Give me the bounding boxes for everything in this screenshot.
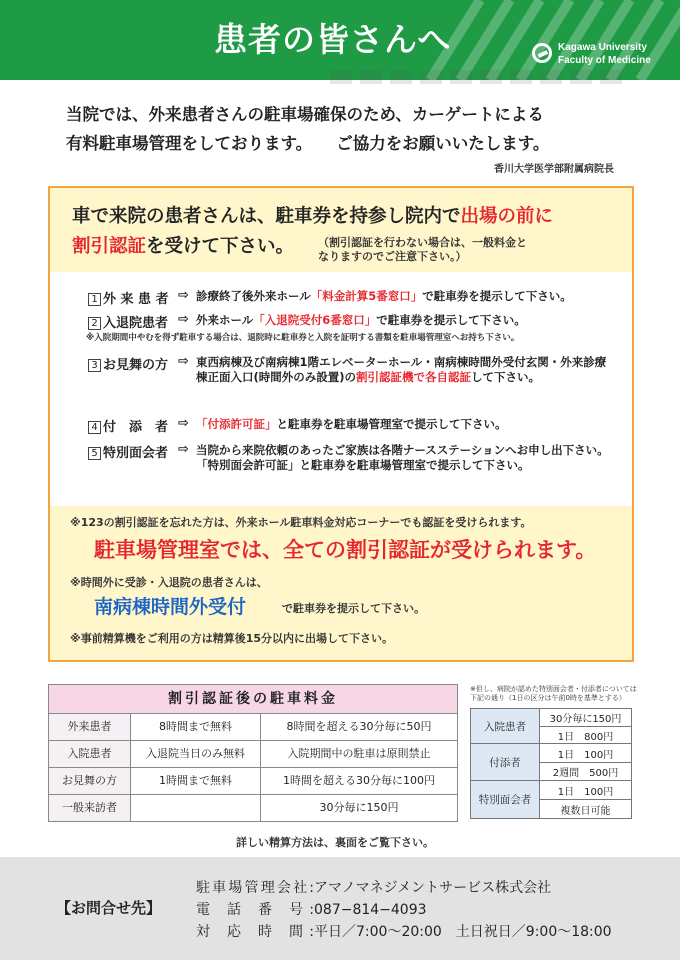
fee-category: お見舞の方 bbox=[49, 768, 131, 794]
item-description bbox=[196, 355, 616, 385]
item-description bbox=[196, 443, 616, 473]
lead-line-1 bbox=[72, 202, 553, 228]
table-row bbox=[48, 795, 458, 822]
university-logo bbox=[532, 40, 672, 74]
side-table-cell: 2週間 500円 bbox=[539, 762, 632, 781]
fee-free-period bbox=[131, 795, 261, 821]
item-number: 1 bbox=[88, 293, 101, 306]
item-label bbox=[88, 354, 168, 373]
lead-text-2: を受けて下さい。 bbox=[146, 236, 295, 257]
table-row bbox=[48, 714, 458, 741]
inpatient-note: ※入院期間中やむを得ず駐車する場合は、退院時に駐車券と入院を証明する書類を駐車場管理室へお持ち下さい。 bbox=[86, 333, 520, 343]
fee-free-period: 1時間まで無料 bbox=[131, 768, 261, 794]
item-desc-a: 当院から来院依頼のあったご家族は各階ナースステーションへお申し出下さい。 bbox=[196, 443, 609, 457]
side-table-cell: 30分毎に150円 bbox=[539, 708, 632, 727]
side-table-cell: 1日 100円 bbox=[539, 743, 632, 763]
fee-charge: 30分毎に150円 bbox=[319, 801, 399, 814]
arrow-right-icon: ⇨ bbox=[178, 312, 189, 327]
side-table-head: 付添者 bbox=[470, 743, 540, 781]
item-number: 4 bbox=[88, 421, 101, 434]
fee-category: 外来患者 bbox=[49, 714, 131, 740]
forgot-note: ※123の割引認証を忘れた方は、外来ホール駐車料金対応コーナーでも認証を受けられます。 bbox=[70, 516, 532, 529]
item-description bbox=[196, 417, 616, 432]
item-desc-a: 外来ホール bbox=[196, 313, 254, 327]
prepay-note: ※事前精算機をご利用の方は精算後15分以内に出場して下さい。 bbox=[70, 632, 393, 645]
lead-text-1: 車で来院の患者さんは、駐車券を持参し院内で bbox=[72, 206, 461, 227]
item-label-text: 付 添 者 bbox=[103, 420, 169, 435]
table-row bbox=[48, 741, 458, 768]
item-desc-b: で駐車券を提示して下さい。 bbox=[376, 313, 526, 327]
item-desc-a: 診療終了後外来ホール bbox=[196, 289, 311, 303]
side-table-head: 入院患者 bbox=[470, 708, 540, 744]
item-label-text: お見舞の方 bbox=[103, 358, 169, 373]
side-table-note: ※但し、病院が認めた特別面会者・付添者については下記の通り（1日の区分は午前0時を基準とする） bbox=[470, 685, 637, 702]
item-number: 2 bbox=[88, 317, 101, 330]
item-label bbox=[88, 312, 168, 331]
page-title: 患者の皆さんへ bbox=[214, 20, 452, 59]
contact-row-phone bbox=[196, 899, 427, 919]
item-label-text: 外 来 患 者 bbox=[103, 292, 169, 307]
side-table-head: 特別面会者 bbox=[470, 780, 540, 819]
item-label bbox=[88, 288, 169, 307]
after-hours-text: で駐車券を提示して下さい。 bbox=[282, 602, 425, 615]
item-desc-red: 「料金計算5番窓口」 bbox=[310, 289, 423, 303]
arrow-right-icon: ⇨ bbox=[178, 354, 189, 369]
parking-office-notice: 駐車場管理室では、全ての割引認証が受けられます。 bbox=[94, 538, 597, 562]
item-desc-b: して下さい。 bbox=[471, 370, 541, 384]
item-desc-red: 「入退院受付6番窓口」 bbox=[253, 313, 377, 327]
item-label-text: 特別面会者 bbox=[103, 446, 169, 461]
signature: 香川大学医学部附属病院長 bbox=[494, 164, 614, 175]
contact-key: 電 話 番 号: bbox=[196, 902, 314, 918]
contact-value: アマノマネジメントサービス株式会社 bbox=[314, 880, 552, 896]
contact-value: 087−814−4093 bbox=[314, 902, 427, 918]
item-desc-a: 東西病棟及び南病棟1階エレベーターホール・南病棟時間外受付玄関・外来診療棟正面入口(時間外のみ設置)の bbox=[196, 355, 607, 384]
lead-red-2: 割引認証 bbox=[72, 236, 147, 257]
item-number: 3 bbox=[88, 359, 101, 372]
item-desc-b: 「特別面会許可証」と駐車券を駐車場管理室で提示して下さい。 bbox=[196, 458, 530, 472]
contact-row-hours bbox=[196, 921, 612, 941]
contact-key: 駐車場管理会社: bbox=[196, 880, 314, 896]
side-table-cell: 1日 100円 bbox=[539, 780, 632, 800]
item-label-text: 入退院患者 bbox=[103, 316, 169, 331]
lead-note-1: （割引認証を行わない場合は、一般料金と bbox=[318, 236, 527, 249]
fee-charge: 入院期間中の駐車は原則禁止 bbox=[287, 747, 431, 760]
item-desc-red: 「付添許可証」 bbox=[196, 417, 277, 431]
item-desc-b: と駐車券を駐車場管理室で提示して下さい。 bbox=[276, 417, 507, 431]
lead-note-2: なりますのでご注意下さい。） bbox=[318, 250, 467, 263]
item-description bbox=[196, 289, 616, 304]
contact-footer bbox=[0, 857, 680, 960]
fee-free-period: 入退院当日のみ無料 bbox=[131, 741, 261, 767]
intro-line-1: 当院では、外来患者さんの駐車場確保のため、カーゲートによる bbox=[66, 105, 544, 124]
side-table-cell: 1日 800円 bbox=[539, 726, 632, 744]
instruction-box bbox=[48, 186, 634, 662]
after-hours-note: ※時間外に受診・入退院の患者さんは、 bbox=[70, 576, 268, 589]
lead-red-1: 出場の前に bbox=[460, 206, 554, 227]
arrow-right-icon: ⇨ bbox=[178, 442, 189, 457]
contact-label: 【お問合せ先】 bbox=[56, 899, 162, 917]
fee-category: 入院患者 bbox=[49, 741, 131, 767]
contact-key: 対 応 時 間: bbox=[196, 924, 314, 940]
side-table-cell: 複数日可能 bbox=[539, 799, 632, 819]
contact-value: 平日／7:00〜20:00 土日祝日／9:00〜18:00 bbox=[314, 924, 612, 940]
logo-line-2: Faculty of Medicine bbox=[558, 55, 651, 66]
arrow-right-icon: ⇨ bbox=[178, 288, 189, 303]
after-hours-desk: 南病棟時間外受付 bbox=[94, 596, 247, 618]
intro-line-2a: 有料駐車場管理をしております。 bbox=[66, 134, 313, 153]
lead-note bbox=[318, 236, 527, 264]
fee-charge: 8時間を超える30分毎に50円 bbox=[286, 720, 432, 733]
university-logo-icon bbox=[532, 43, 552, 63]
arrow-right-icon: ⇨ bbox=[178, 416, 189, 431]
contact-row-company bbox=[196, 877, 551, 897]
item-number: 5 bbox=[88, 447, 101, 460]
header-banner bbox=[0, 0, 680, 80]
table-row bbox=[48, 768, 458, 795]
item-desc-red: 割引認証機で各自認証 bbox=[356, 370, 472, 384]
item-description bbox=[196, 313, 616, 328]
item-desc-b: で駐車券を提示して下さい。 bbox=[422, 289, 572, 303]
item-label bbox=[88, 442, 168, 461]
fee-charge: 1時間を超える30分毎に100円 bbox=[283, 774, 435, 787]
intro-line-2b: ご協力をお願いいたします。 bbox=[336, 134, 550, 153]
intro-text bbox=[66, 100, 626, 158]
fee-category: 一般来訪者 bbox=[49, 795, 131, 821]
fee-free-period: 8時間まで無料 bbox=[131, 714, 261, 740]
lead-line-2 bbox=[72, 232, 294, 258]
ghost-text-band bbox=[330, 70, 630, 84]
fee-table-title: 割引認証後の駐車料金 bbox=[48, 684, 458, 714]
item-label bbox=[88, 416, 168, 435]
intro-line-2 bbox=[66, 129, 626, 158]
logo-line-1: Kagawa University bbox=[558, 42, 647, 53]
detail-note: 詳しい精算方法は、裏面をご覧下さい。 bbox=[236, 836, 434, 849]
